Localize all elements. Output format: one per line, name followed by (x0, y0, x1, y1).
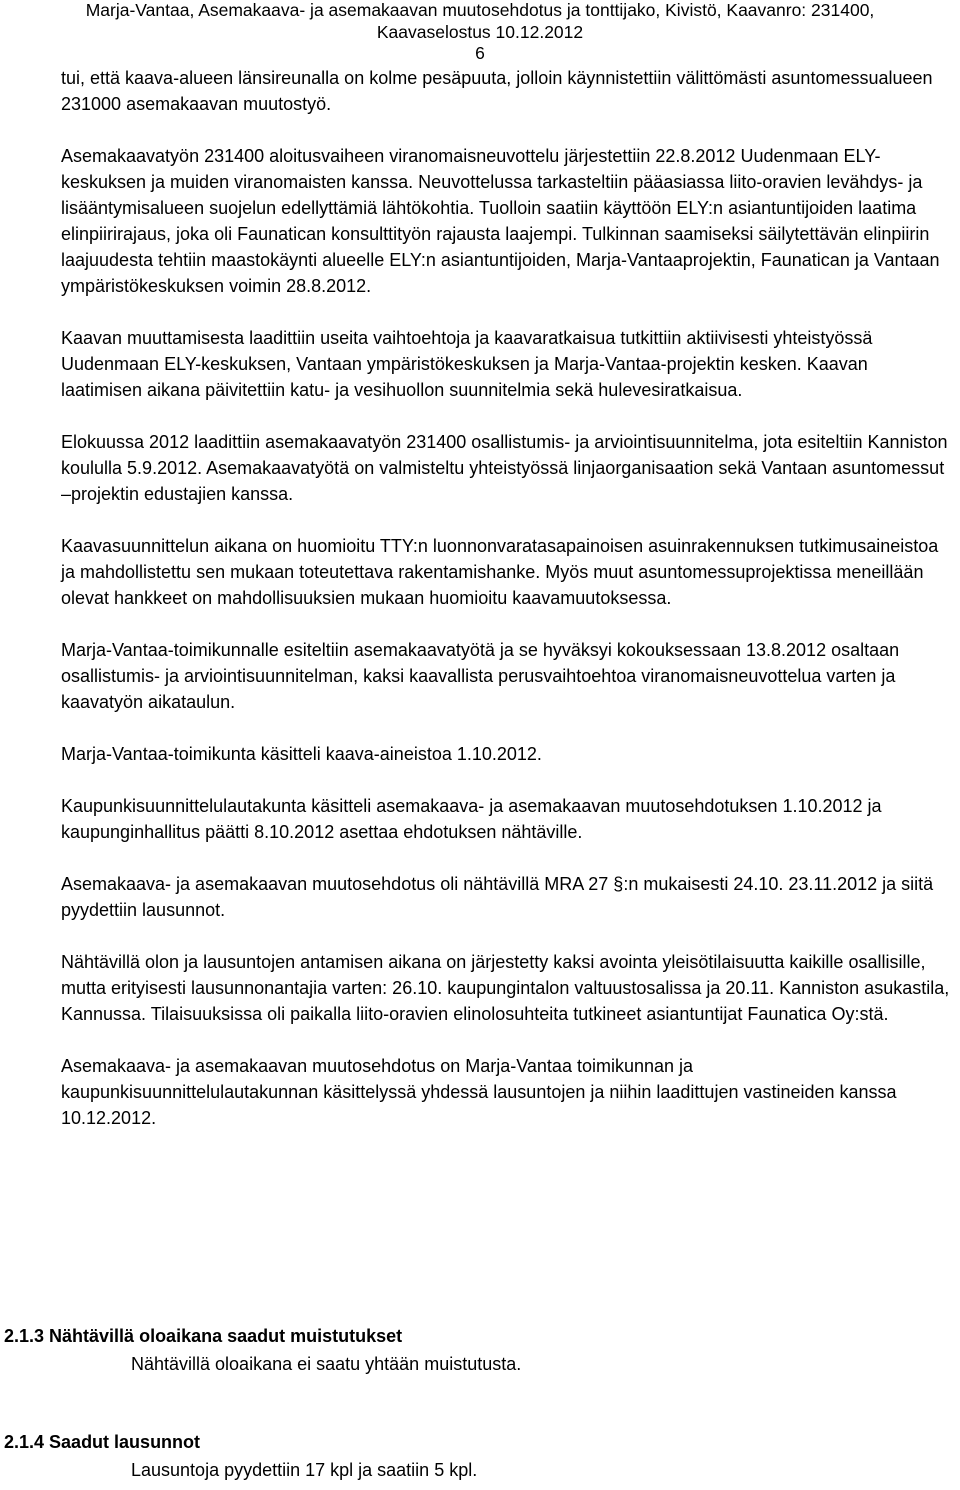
paragraph-5: Kaavasuunnittelun aikana on huomioitu TTY:n luonnonvaratasapainoisen asuinrakennuksen tutkimusaineistoa ja mahdollistettu sen mukaan toteutettava rakentamishanke. Myös muut asuntomessuprojektissa meneillään olevat hankkeet on mahdollisuuksien mukaan huomioitu kaavamuutoksessa. (61, 536, 939, 608)
section-2-1-4 (4, 1429, 944, 1483)
section-heading: 2.1.3 Nähtävillä oloaikana saadut muistutukset (4, 1326, 403, 1346)
section-2-1-3 (4, 1323, 944, 1377)
paragraph-1: tui, että kaava-alueen länsireunalla on kolme pesäpuuta, jolloin käynnistettiin välittömästi asuntomessualueen 231000 asemakaavan muutostyö. (61, 68, 933, 114)
paragraph-6: Marja-Vantaa-toimikunnalle esiteltiin asemakaavatyötä ja se hyväksyi kokouksessaan 13.8.2012 osaltaan osallistumis- ja arviointisuunnitelman, kaksi kaavallista perusvaihtoehtoa viranomaisneuvottelua varten ja kaavatyön aikataulun. (61, 640, 900, 712)
page-header (0, 0, 960, 64)
paragraph-10: Nähtävillä olon ja lausuntojen antamisen aikana on järjestetty kaksi avointa yleisötilaisuutta kaikille osallisille, mutta erityisesti lausunnonantajia varten: 26.10. kaupungintalon valtuustosalissa ja 20.11. Kanniston asukastila, Kannussa. Tilaisuuksissa oli paikalla liito-oravien elinolosuhteita tutkineet asiantuntijat Faunatica Oy:stä. (61, 952, 950, 1024)
paragraph-3: Kaavan muuttamisesta laadittiin useita vaihtoehtoja ja kaavaratkaisua tutkittiin aktiivisesti yhteistyössä Uudenmaan ELY-keskuksen, Vantaan ympäristökeskuksen ja Marja-Vantaa-projektin kesken. Kaavan laatimisen aikana päivitettiin katu- ja vesihuollon suunnitelmia sekä hulevesiratkaisua. (61, 328, 873, 400)
paragraph-7: Marja-Vantaa-toimikunta käsitteli kaava-aineistoa 1.10.2012. (61, 744, 542, 764)
page-number: 6 (475, 43, 485, 63)
paragraph-9: Asemakaava- ja asemakaavan muutosehdotus oli nähtävillä MRA 27 §:n mukaisesti 24.10. 23.11.2012 ja siitä pyydettiin lausunnot. (61, 874, 934, 920)
section-text: Lausuntoja pyydettiin 17 kpl ja saatiin 5 kpl. (131, 1460, 478, 1480)
paragraph-4: Elokuussa 2012 laadittiin asemakaavatyön 231400 osallistumis- ja arviointisuunnitelma, jota esiteltiin Kanniston koululla 5.9.2012. Asemakaavatyötä on valmisteltu yhteistyössä linjaorganisaation sekä Vantaan asuntomessut –projektin edustajien kanssa. (61, 432, 948, 504)
paragraph-11: Asemakaava- ja asemakaavan muutosehdotus on Marja-Vantaa toimikunnan ja kaupunkisuunnittelulautakunnan käsittelyssä yhdessä lausuntojen ja niihin laadittujen vastineiden kanssa 10.12.2012. (61, 1056, 897, 1128)
section-heading: 2.1.4 Saadut lausunnot (4, 1432, 201, 1452)
header-subtitle: Kaavaselostus 10.12.2012 (376, 21, 584, 42)
paragraph-2: Asemakaavatyön 231400 aloitusvaiheen viranomaisneuvottelu järjestettiin 22.8.2012 Uudenmaan ELY-keskuksen ja muiden viranomaisten kanssa. Neuvottelussa tarkasteltiin pääasiassa liito-oravien levähdys- ja lisääntymisalueen suojelun edellyttämiä lähtökohtia. Tuolloin saatiin käyttöön ELY:n asiantuntijoiden laatima elinpiirirajaus, joka oli Faunatican konsulttityön rajausta laajempi. Tulkinnan saamiseksi säilytettävän elinpiirin laajuudesta tehtiin maastokäynti alueelle ELY:n asiantuntijoiden, Marja-Vantaaprojektin, Faunatican ja Vantaan ympäristökeskuksen voimin 28.8.2012. (61, 146, 940, 296)
paragraph-8: Kaupunkisuunnittelulautakunta käsitteli asemakaava- ja asemakaavan muutosehdotuksen 1.10.2012 ja kaupunginhallitus päätti 8.10.2012 asettaa ehdotuksen nähtäville. (61, 796, 882, 842)
header-title: Marja-Vantaa, Asemakaava- ja asemakaavan muutosehdotus ja tonttijako, Kivistö, Kaavanro: 231400, (85, 0, 875, 20)
document-body (61, 65, 953, 1131)
section-text: Nähtävillä oloaikana ei saatu yhtään muistutusta. (131, 1354, 522, 1374)
